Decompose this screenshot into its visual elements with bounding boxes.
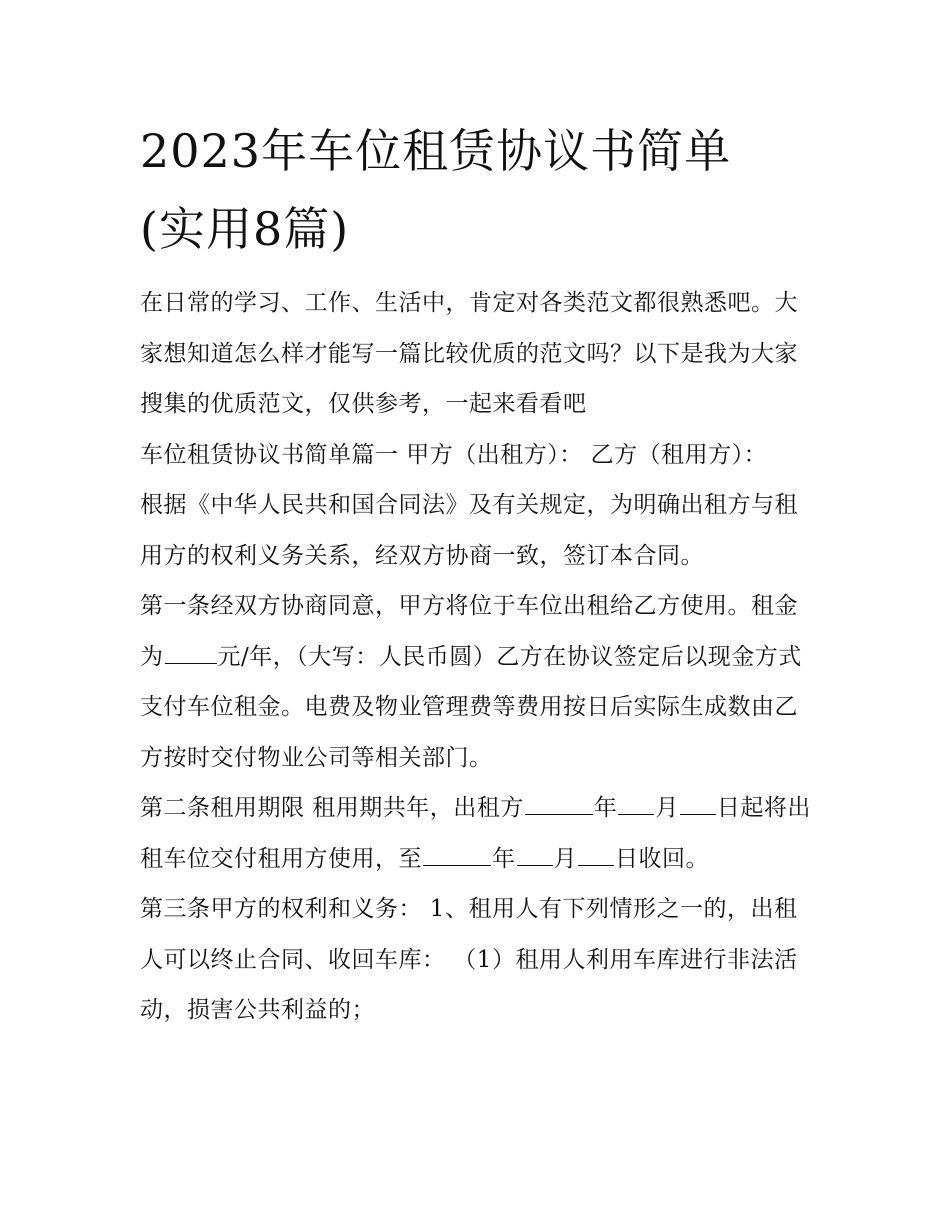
end-year-blank — [423, 843, 491, 866]
article-one-text-b: 元/年，（大写：人民币圆）乙方在协议签定后以现金方式支付车位租金。电费及物业管理费等费用按日后实际生成数由乙方按时交付物业公司等相关部门。 — [140, 643, 802, 771]
article-two-text-a: 第二条租用期限 租用期共年，出租方 — [140, 795, 524, 821]
article-one-text-a: 第一条经双方协商同意，甲方将位于车位出租给乙方使用。租金为 — [140, 593, 798, 670]
end-month-label: 月 — [553, 845, 577, 872]
start-day-blank — [680, 792, 716, 815]
start-month-blank — [618, 792, 654, 815]
document-title — [140, 112, 820, 268]
title-line-1: 2023年车位租赁协议书简单 — [140, 124, 732, 178]
rent-amount-blank — [165, 641, 217, 664]
article-one-paragraph — [140, 581, 820, 783]
article-two-text-c: 日收回。 — [615, 845, 709, 872]
end-month-blank — [517, 843, 553, 866]
article-two-paragraph — [140, 783, 820, 884]
article-three-paragraph: 第三条甲方的权利和义务： 1、租用人有下列情形之一的，出租人可以终止合同、收回车库： （1）租用人利用车库进行非法活动，损害公共利益的； — [140, 896, 798, 1023]
article-two-text-b: 日起将出租车位交付租用方使用，至 — [140, 795, 811, 872]
start-year-blank — [525, 792, 593, 815]
end-year-label: 年 — [492, 845, 516, 872]
law-basis-paragraph: 根据《中华人民共和国合同法》及有关规定，为明确出租方与租用方的权利义务关系，经双方协商一致，签订本合同。 — [140, 492, 798, 569]
section-heading-one: 车位租赁协议书简单篇一 甲方（出租方）： 乙方（租用方）： — [140, 441, 768, 468]
intro-paragraph: 在日常的学习、工作、生活中，肯定对各类范文都很熟悉吧。大家想知道怎么样才能写一篇比较优质的范文吗？以下是我为大家搜集的优质范文，仅供参考，一起来看看吧 — [140, 290, 798, 417]
title-line-2: (实用8篇) — [140, 202, 350, 256]
end-day-blank — [578, 843, 614, 866]
document-page — [140, 112, 820, 1036]
start-year-label: 年 — [593, 795, 618, 821]
start-month-label: 月 — [655, 795, 679, 821]
